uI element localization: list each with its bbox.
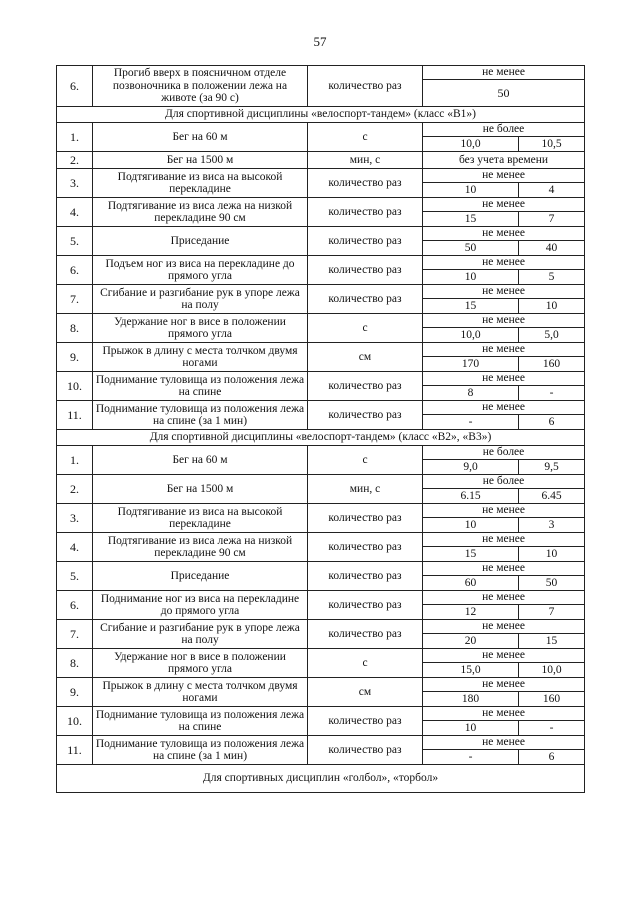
value-female: - [519,386,585,401]
unit: количество раз [308,256,423,285]
unit: количество раз [308,533,423,562]
exercise-name: Подъем ног из виса на перекладине до прямого угла [93,256,308,285]
exercise-name: Бег на 60 м [93,123,308,152]
value-male: - [423,415,519,430]
value-male: 15 [423,547,519,562]
section-header-row [57,107,585,123]
value-female: 160 [519,692,585,707]
exercise-name: Приседание [93,562,308,591]
value-male: 8 [423,386,519,401]
table-row [57,169,585,183]
requirement: не менее [423,736,585,750]
norm-value: без учета времени [423,152,585,169]
value-male: 10 [423,270,519,285]
value-female: 10 [519,547,585,562]
value-male: 60 [423,576,519,591]
table-row [57,620,585,634]
row-number: 7. [57,285,93,314]
row-number: 6. [57,256,93,285]
value-female: 15 [519,634,585,649]
exercise-name: Приседание [93,227,308,256]
value-female: 50 [519,576,585,591]
row-number: 9. [57,678,93,707]
requirement: не менее [423,401,585,415]
unit: см [308,678,423,707]
table-row [57,475,585,489]
value-male: 15 [423,299,519,314]
row-number: 10. [57,707,93,736]
requirement: не менее [423,591,585,605]
unit: количество раз [308,591,423,620]
requirement: не менее [423,372,585,386]
section-title: Для спортивной дисциплины «велоспорт-тандем» (класс «В1») [57,107,585,123]
requirement: не менее [423,314,585,328]
exercise-name: Прогиб вверх в поясничном отделе позвоночника в положении лежа на животе (за 90 с) [93,66,308,107]
exercise-name: Поднимание туловища из положения лежа на спине (за 1 мин) [93,736,308,765]
exercise-name: Подтягивание из виса лежа на низкой перекладине 90 см [93,198,308,227]
table-row [57,446,585,460]
row-number: 2. [57,475,93,504]
requirement: не более [423,123,585,137]
unit: см [308,343,423,372]
section-header-row [57,765,585,793]
unit: с [308,649,423,678]
row-number: 8. [57,649,93,678]
unit: количество раз [308,707,423,736]
value-female: 5,0 [519,328,585,343]
unit: с [308,446,423,475]
value-male: 12 [423,605,519,620]
table-row [57,372,585,386]
row-number: 5. [57,562,93,591]
requirement: не менее [423,198,585,212]
requirement: не менее [423,227,585,241]
table-row [57,66,585,80]
requirement: не менее [423,169,585,183]
table-row [57,152,585,169]
row-number: 6. [57,591,93,620]
requirement: не менее [423,66,585,80]
unit: с [308,123,423,152]
exercise-name: Подтягивание из виса на высокой перекладине [93,169,308,198]
value-female: 7 [519,605,585,620]
unit: количество раз [308,562,423,591]
row-number: 5. [57,227,93,256]
row-number: 11. [57,736,93,765]
requirement: не менее [423,620,585,634]
requirement: не менее [423,285,585,299]
requirement: не менее [423,707,585,721]
table-row [57,227,585,241]
value-female: 160 [519,357,585,372]
requirement: не более [423,446,585,460]
value-male: 50 [423,241,519,256]
value-male: - [423,750,519,765]
requirement: не менее [423,649,585,663]
value-male: 10 [423,518,519,533]
requirement: не менее [423,562,585,576]
section-header-row [57,430,585,446]
table-row [57,256,585,270]
row-number: 3. [57,504,93,533]
value-female: 10,5 [519,137,585,152]
table-row [57,314,585,328]
table-row [57,504,585,518]
table-row [57,678,585,692]
unit: количество раз [308,285,423,314]
requirement: не менее [423,256,585,270]
value-female: 5 [519,270,585,285]
row-number: 11. [57,401,93,430]
value-male: 10,0 [423,137,519,152]
table-row [57,649,585,663]
value-male: 10,0 [423,328,519,343]
row-number: 1. [57,446,93,475]
norms-table [56,65,585,793]
row-number: 7. [57,620,93,649]
exercise-name: Поднимание туловища из положения лежа на спине [93,707,308,736]
value-female: 9,5 [519,460,585,475]
table-row [57,198,585,212]
value-male: 6.15 [423,489,519,504]
table-row [57,591,585,605]
table-row [57,285,585,299]
row-number: 8. [57,314,93,343]
unit: количество раз [308,372,423,401]
exercise-name: Бег на 60 м [93,446,308,475]
row-number: 3. [57,169,93,198]
table-row [57,533,585,547]
value-female: 10,0 [519,663,585,678]
exercise-name: Прыжок в длину с места толчком двумя ногами [93,678,308,707]
unit: с [308,314,423,343]
exercise-name: Прыжок в длину с места толчком двумя ногами [93,343,308,372]
norms-table-body [57,66,585,793]
row-number: 4. [57,533,93,562]
value-male: 10 [423,183,519,198]
unit: количество раз [308,620,423,649]
unit: количество раз [308,169,423,198]
exercise-name: Поднимание ног из виса на перекладине до прямого угла [93,591,308,620]
table-row [57,562,585,576]
value-male: 10 [423,721,519,736]
row-number: 2. [57,152,93,169]
table-row [57,707,585,721]
norm-value: 50 [423,80,585,107]
exercise-name: Сгибание и разгибание рук в упоре лежа на полу [93,285,308,314]
unit: количество раз [308,504,423,533]
requirement: не менее [423,533,585,547]
unit: мин, с [308,152,423,169]
value-female: 4 [519,183,585,198]
value-male: 20 [423,634,519,649]
value-male: 15 [423,212,519,227]
exercise-name: Подтягивание из виса лежа на низкой перекладине 90 см [93,533,308,562]
value-female: 40 [519,241,585,256]
exercise-name: Удержание ног в висе в положении прямого угла [93,649,308,678]
exercise-name: Бег на 1500 м [93,475,308,504]
table-row [57,401,585,415]
value-female: 10 [519,299,585,314]
section-title: Для спортивных дисциплин «голбол», «торбол» [57,765,585,793]
row-number: 1. [57,123,93,152]
value-male: 9,0 [423,460,519,475]
value-male: 170 [423,357,519,372]
requirement: не менее [423,678,585,692]
requirement: не более [423,475,585,489]
row-number: 4. [57,198,93,227]
unit: количество раз [308,198,423,227]
requirement: не менее [423,343,585,357]
exercise-name: Подтягивание из виса на высокой перекладине [93,504,308,533]
exercise-name: Удержание ног в висе в положении прямого угла [93,314,308,343]
value-female: 3 [519,518,585,533]
unit: мин, с [308,475,423,504]
unit: количество раз [308,227,423,256]
value-female: 6.45 [519,489,585,504]
value-female: 6 [519,415,585,430]
row-number: 6. [57,66,93,107]
table-row [57,736,585,750]
row-number: 9. [57,343,93,372]
section-title: Для спортивной дисциплины «велоспорт-тандем» (класс «В2», «В3») [57,430,585,446]
exercise-name: Поднимание туловища из положения лежа на спине [93,372,308,401]
row-number: 10. [57,372,93,401]
exercise-name: Поднимание туловища из положения лежа на спине (за 1 мин) [93,401,308,430]
unit: количество раз [308,736,423,765]
table-row [57,123,585,137]
page-number: 57 [313,34,327,49]
requirement: не менее [423,504,585,518]
value-female: - [519,721,585,736]
value-male: 180 [423,692,519,707]
value-male: 15,0 [423,663,519,678]
exercise-name: Сгибание и разгибание рук в упоре лежа на полу [93,620,308,649]
unit: количество раз [308,401,423,430]
table-row [57,343,585,357]
exercise-name: Бег на 1500 м [93,152,308,169]
value-female: 6 [519,750,585,765]
unit: количество раз [308,66,423,107]
value-female: 7 [519,212,585,227]
